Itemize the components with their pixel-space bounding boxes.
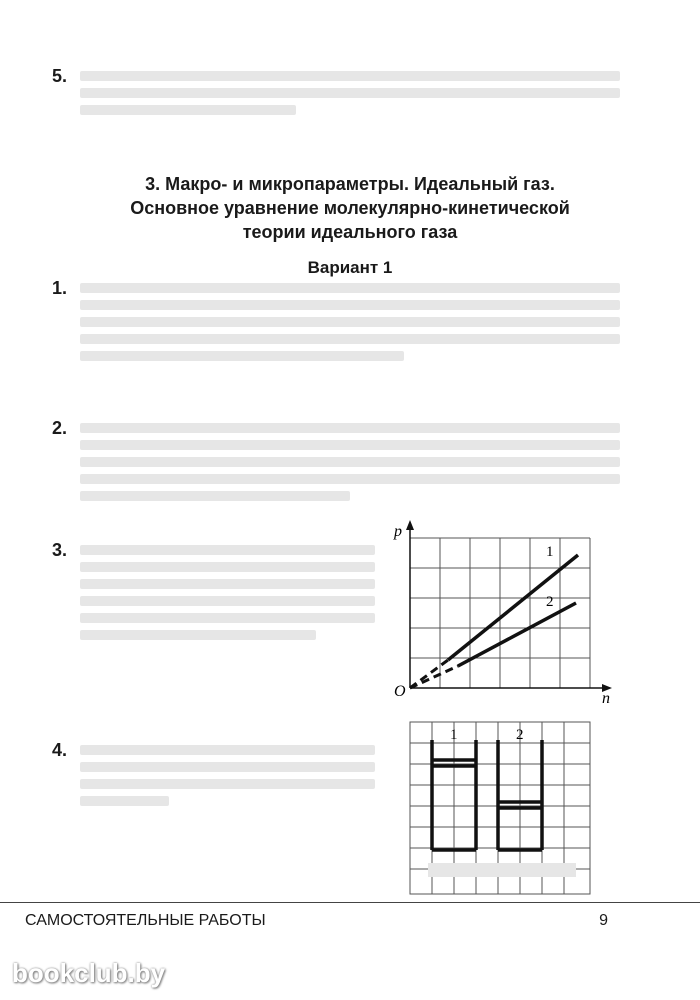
problem-number: 2. (52, 418, 68, 438)
variant-heading: Вариант 1 (307, 258, 393, 277)
illegible-line (80, 105, 296, 115)
section-heading-line: теории идеального газа (242, 222, 458, 242)
footer-title: САМОСТОЯТЕЛЬНЫЕ РАБОТЫ (25, 912, 266, 929)
page-number: 9 (599, 912, 608, 929)
section-heading-line: Основное уравнение молекулярно-кинетической (130, 198, 570, 218)
illegible-line (80, 745, 375, 755)
illegible-line (80, 491, 350, 501)
gas-vessels-diagram (408, 720, 592, 896)
problem-text (80, 738, 375, 813)
problem-number: 1. (52, 278, 68, 298)
problem-text (80, 416, 620, 508)
problem-text (80, 276, 620, 368)
illegible-line (80, 334, 620, 344)
y-axis-label: p (394, 523, 402, 540)
line-2-label: 2 (546, 594, 554, 610)
illegible-line (80, 457, 620, 467)
illegible-line (80, 88, 620, 98)
illegible-line (80, 796, 169, 806)
y-axis-arrow (406, 520, 414, 530)
graph-grid (410, 538, 590, 688)
illegible-line (80, 579, 375, 589)
problem-number: 4. (52, 740, 68, 760)
problem-number: 3. (52, 540, 68, 560)
problem-text (80, 64, 620, 122)
footer-rule (0, 902, 700, 903)
illegible-line (80, 317, 620, 327)
pressure-concentration-graph (380, 518, 620, 708)
illegible-line (80, 545, 375, 555)
illegible-line (80, 596, 375, 606)
illegible-line (80, 423, 620, 433)
problem-number: 5. (52, 66, 68, 86)
line-1-label: 1 (546, 544, 554, 560)
illegible-line (80, 779, 375, 789)
vessel-2-label: 2 (516, 727, 524, 743)
line-2 (458, 603, 576, 666)
problem-text (80, 538, 375, 647)
vessel-1-label: 1 (450, 727, 458, 743)
illegible-line (80, 351, 404, 361)
illegible-line (80, 283, 620, 293)
illegible-line (80, 440, 620, 450)
line-1 (448, 555, 578, 660)
illegible-line (80, 630, 316, 640)
illegible-line (80, 474, 620, 484)
illegible-caption (428, 863, 576, 877)
section-heading-line: 3. Макро- и микропараметры. Идеальный газ. (145, 174, 555, 194)
origin-label: O (394, 683, 406, 700)
illegible-line (80, 562, 375, 572)
illegible-line (80, 300, 620, 310)
illegible-line (80, 613, 375, 623)
x-axis-label: n (602, 690, 610, 707)
watermark: bookclub.by (12, 958, 166, 988)
illegible-line (80, 71, 620, 81)
illegible-line (80, 762, 375, 772)
